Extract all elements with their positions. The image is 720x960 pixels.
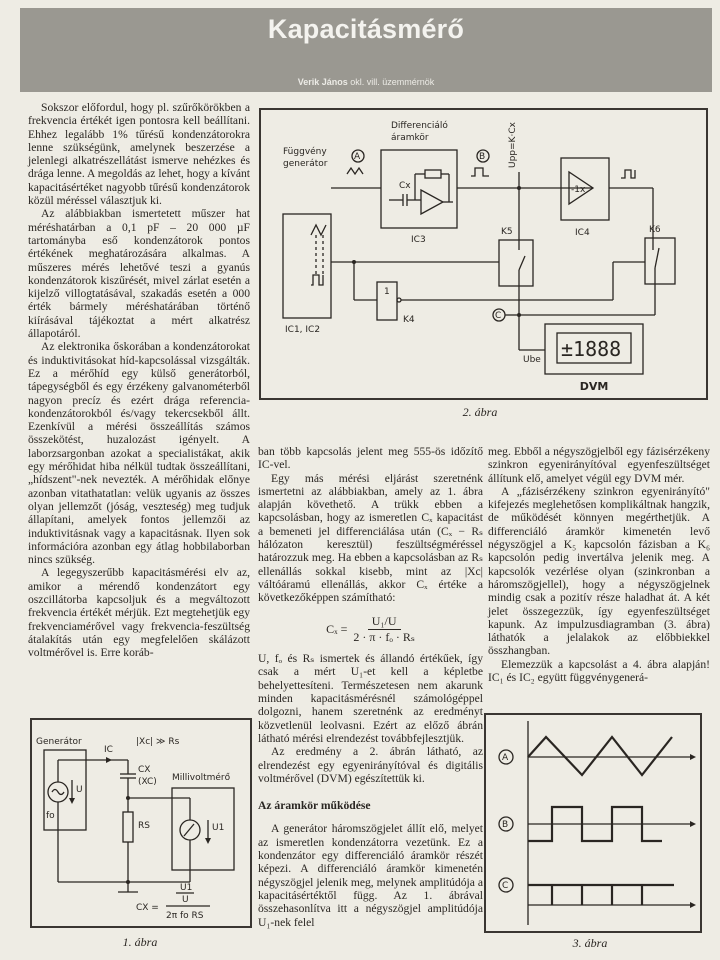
u1-label: U1 — [212, 823, 225, 833]
trace-b-label: B — [502, 820, 509, 830]
square-wave-icon — [621, 170, 635, 178]
upp-label: Upp=K·Cx — [508, 122, 518, 168]
column-1 — [28, 101, 250, 659]
opamp-ic3 — [421, 190, 443, 214]
ic3-label: IC3 — [411, 235, 426, 245]
condition-label: |Xc| ≫ Rs — [136, 737, 180, 747]
figure-1 — [30, 718, 252, 928]
paragraph: Az elektronika őskorában a kondenzátorokat és induktivitásokat híd-kapcsolással vizsgálták. Ez a mérőhíd egy külső generátorból, tápegységből és egy érzékeny galvanométerből nagyon precíz és ezért drága referencia-kondenzátorokból és/vagy tekercsekből állt. Ezenkívül a mérési összeállítás számos összekötést, huzalozást igényelt. A laborzsargonban azokat a specialistákat, akik egy mérőhidat hiba nélkül tudtak összeállítani, „hídszent"-nek nevezték. A mérőhidak előnye azonban vitathatatlan: velük ugyanis az összes olyan jellemzőt (jóság, veszteség) meg tudjuk állapítani, amelyek fontos jellemzői az induktivitásnak vagy a kapacitásnak. Ilyen sok információra azonban egy átlag hobbilaborban nincs szükség. — [28, 340, 250, 567]
formula-num: U1 — [180, 883, 193, 893]
meter-icon — [180, 820, 200, 840]
figure-3-diagram — [486, 715, 700, 931]
square-wave-icon — [311, 275, 323, 285]
triangle-wave-icon — [347, 168, 363, 174]
formula-numerator: U₁/U — [368, 615, 401, 630]
point-c-label: C — [495, 311, 502, 321]
formula-lhs: CX = — [136, 903, 159, 913]
figure-1-caption: 1. ábra — [122, 935, 158, 949]
formula-den: 2π fo RS — [166, 911, 204, 921]
rs-label: RS — [138, 821, 150, 831]
paragraph: A generátor háromszögjelet állít elő, melyet az ismeretlen kondenzátorra vezetünk. Ez a kondenzátor egy differenciáló áramkör részét képezi. A differenciáló áramkör kimenetén négyszögjel jelenik meg, melynek amplitúdója a kapacitásértéktől függ. Az 1. ábrával összehasonlítva itt a négyszögjel amplitúdója U₁-nek felel — [258, 822, 483, 929]
voltmeter-label: Millivoltmérő — [172, 773, 231, 783]
article-title: Kapacitásmérő — [267, 14, 465, 44]
sine-icon — [52, 790, 64, 795]
paragraph: ban több kapcsolás jelent meg 555-ös időzítő IC-vel. — [258, 445, 483, 472]
dvm-label: DVM — [579, 380, 609, 393]
figure-3-caption: 3. ábra — [572, 936, 608, 950]
k5-label: K5 — [501, 227, 513, 237]
figure-3 — [484, 713, 702, 933]
k4-label: K4 — [403, 315, 415, 325]
triangle-wave-trace — [528, 737, 672, 775]
cx-label: CX — [138, 765, 151, 775]
figure-2 — [259, 108, 708, 400]
figure-2-caption: 2. ábra — [462, 405, 498, 419]
paragraph: Az eredmény a 2. ábrán látható, az elrendezést egy egyenirányítóval és digitális voltmérővel (DVM) egészítettük ki. — [258, 745, 483, 785]
figure-1-diagram — [32, 720, 250, 926]
func-gen-label-1: Függvény — [283, 147, 327, 157]
paragraph: Egy más mérési eljárást szeretnénk ismertetni az alábbiakban, amely az 1. ábra alapján követhető. A trükk ebben a kapcsolásban, hogy az ismeretlen Cₓ kapacitást a bemeneti jel differenciálása után (Cₓ − Rₛ hálózaton keresztül) feszültségméréssel határozzuk meg. Ha ebben a kapcsolásban az Rₛ ellenállás sokkal kisebb, mint az |Xc| váltóáramú ellenállás, akkor Cₓ értéke a következőképpen számítható: — [258, 471, 483, 605]
ic4-label: IC4 — [575, 228, 590, 238]
inverter-label: -1x — [571, 185, 586, 195]
square-wave-icon — [471, 168, 489, 176]
k6-switch — [645, 238, 675, 284]
author-title: okl. vill. üzemmérnök — [350, 77, 435, 87]
ube-label: Ube — [523, 355, 541, 365]
f0-label: fo — [46, 811, 55, 821]
author-name: Verik János — [297, 77, 348, 87]
byline — [20, 77, 712, 87]
ic-current-label: IC — [104, 745, 113, 755]
column-3 — [488, 445, 710, 684]
paragraph: Az alábbiakban ismertetett műszer hat méréshatárban a 0,1 pF – 20 000 µF tartományba eső kondenzátorok pontos értékének meghatározására alkalmas. A műszeres mérés lehetővé teszi a gyanús kondenzátorok kiszűrését, mivel zárlat esetén a kijelző villogtatásával, szakadás esetén a 000 érték bármely méréshatárában történő kiírásával tájékoztat a mért alkatrész állapotáról. — [28, 207, 250, 341]
k5-switch — [499, 240, 533, 286]
u-label: U — [76, 785, 83, 795]
millivoltmeter-block — [172, 788, 234, 870]
trace-c-label: C — [502, 881, 509, 891]
formula-lhs: Cₓ = — [326, 621, 348, 636]
diff-label-1: Differenciáló — [391, 121, 448, 131]
feedback-resistor — [425, 170, 441, 178]
formula-denominator: 2 · π · fₒ · Rₛ — [353, 629, 415, 644]
ic12-label: IC1, IC2 — [285, 325, 321, 335]
paragraph: Elemezzük a kapcsolást a 4. ábra alapján! IC₁ és IC₂ együtt függvénygenerá- — [488, 657, 710, 685]
trace-a-label: A — [502, 753, 509, 763]
ic3-block — [381, 150, 457, 228]
header-banner — [20, 8, 712, 92]
dvm-display: ±1888 — [561, 337, 622, 361]
paragraph: A legegyszerűbb kapacitásmérési elv az, amikor a mérendő kondenzátort egy oszcillátorba kapcsoljuk és a megváltozott frekvencia értékét mérjük. Ezt megtehetjük egy frekvenciamérővel vagy frekvencia-feszültség átalakítás után egy megfelelően skálázott voltmérővel is. Erre koráb- — [28, 566, 250, 660]
formula-num-den: U — [182, 895, 189, 905]
paragraph: U, fₒ és Rₛ ismertek és állandó értékűek, így csak a mért U₁-et kell a képletbe behelyettesíteni. Természetesen nem akarunk minden kapacitásmérésnél számológéppel dolgozni, hanem szeretnénk az eredményt közvetlenül leolvasni. Ezért az előző ábrán látható mérési elrendezést továbbfejlesztjük. — [258, 652, 483, 745]
cx-label: Cx — [399, 181, 411, 191]
figure-2-diagram — [261, 110, 706, 398]
xc-label: (XC) — [138, 777, 157, 787]
resistor-rs — [123, 812, 133, 842]
formula-fraction — [353, 615, 415, 645]
section-heading: Az áramkör működése — [258, 799, 371, 813]
column-2 — [258, 445, 483, 929]
point-a-label: A — [354, 152, 361, 162]
generator-label: Generátor — [36, 737, 82, 747]
k6-label: K6 — [649, 225, 661, 235]
paragraph: A „fázisérzékeny szinkron egyenirányító" kifejezés meglehetősen komplikáltnak hangzik, de működését könnyen megérthetjük. A differenciáló áramkör kimenetén levő négyszögjel a K₅ kapcsolón fázisban a K₆ kapcsolón pedig invertálva jelenik meg. A kapcsolók vezérlése olyan (szinkronban a háromszögjellel), hogy a négyszögjelnek mindig csak a pozitív része haladhat át. A két jelet összegezzük, így egyenfeszültséget kapunk. Az impulzusdiagramban (3. ábra) láthatók a jelalakok az előbbiekkel összhangban. — [488, 484, 710, 658]
triangle-wave-icon — [311, 225, 326, 235]
gate-label: 1 — [384, 287, 390, 297]
point-b-label: B — [479, 152, 486, 162]
diff-label-2: áramkör — [391, 133, 429, 143]
capacitance-formula — [258, 615, 483, 645]
func-gen-label-2: generátor — [283, 159, 328, 169]
paragraph: meg. Ebből a négyszögjelből egy fázisérzékeny szinkron egyenirányítóval egyenfeszültséget állítunk elő, amelyet végül egy DVM mér. — [488, 445, 710, 485]
paragraph: Sokszor előfordul, hogy pl. szűrőkörökben a frekvencia értékét igen pontosra kell beállítani. Ehhez legalább 1% tűrésű kondenzátorokra lenne szükségünk, amelynek beszerzése a jelenlegi alkatrészellátást ismerve nehézkes és drága lenne. A megoldás az lehet, hogy a kívánt kapacitásértéket nagyobb tűrésű kondenzátorok közül méréssel választjuk ki. — [28, 101, 250, 208]
